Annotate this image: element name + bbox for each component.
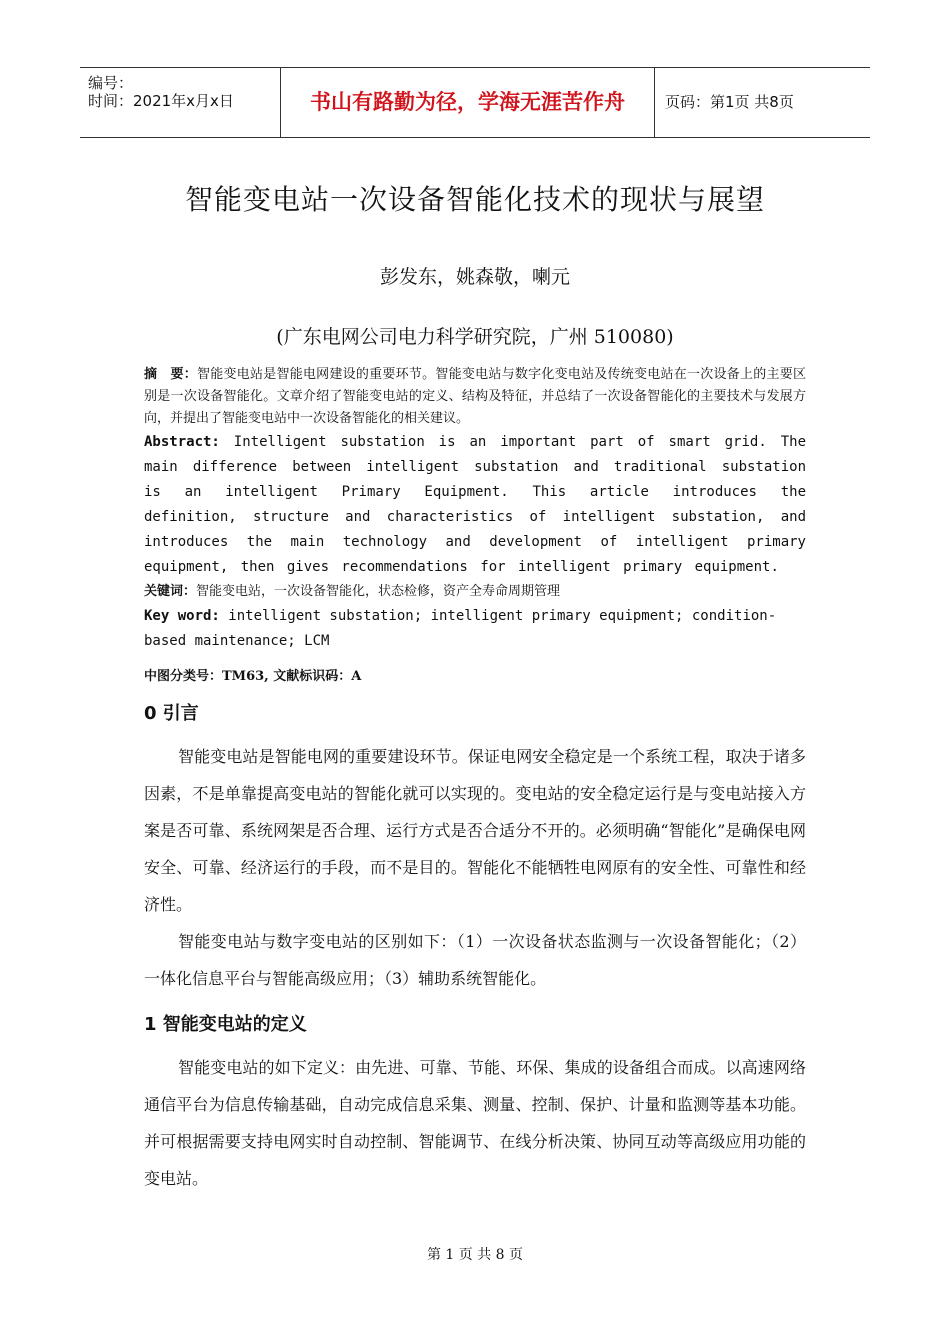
keywords-cn bbox=[144, 580, 806, 604]
header-number-label: 编号： bbox=[88, 74, 134, 92]
header-meta-cell bbox=[80, 68, 280, 137]
classification-line: 中图分类号：TM63, 文献标识码：A bbox=[144, 669, 362, 684]
header-page-info: 页码：第1页 共8页 bbox=[665, 93, 794, 111]
article-body bbox=[144, 364, 806, 1197]
header-time-label: 时间：2021年x月x日 bbox=[88, 92, 234, 110]
abstract-en-text: Intelligent substation is an important part of smart grid. The main difference between intelligent substation and traditional substation is an intelligent Primary Equipment. This article introduces the definition, structure and characteristics of intelligent substation, and introduces the main technology and development of intelligent primary equipment, then gives recommendations for intelligent primary equipment. bbox=[144, 434, 806, 575]
article-title: 智能变电站一次设备智能化技术的现状与展望 bbox=[184, 183, 765, 216]
keywords-en-text: intelligent substation; intelligent primary equipment; condition-based maintenance; LCM bbox=[144, 608, 777, 649]
keywords-en-label: Key word: bbox=[144, 608, 220, 624]
section-heading-intro: 0 引言 bbox=[144, 703, 199, 724]
header-table bbox=[80, 67, 870, 138]
header-motto: 书山有路勤为径，学海无涯苦作舟 bbox=[280, 68, 655, 137]
abstract-cn-label: 摘 要： bbox=[144, 367, 197, 382]
keywords-en bbox=[144, 604, 806, 654]
section-heading-definition: 1 智能变电站的定义 bbox=[144, 1014, 307, 1035]
abstract-en-label: Abstract: bbox=[144, 434, 220, 450]
abstract-cn-text: 智能变电站是智能电网建设的重要环节。智能变电站与数字化变电站及传统变电站在一次设备上的主要区别是一次设备智能化。文章介绍了智能变电站的定义、结构及特征，并总结了一次设备智能化的主要技术与发展方向，并提出了智能变电站中一次设备智能化的相关建议。 bbox=[144, 367, 806, 426]
article-affiliation: (广东电网公司电力科学研究院，广州 510080) bbox=[276, 326, 674, 348]
page-footer: 第 1 页 共 8 页 bbox=[426, 1247, 524, 1263]
definition-paragraph-1: 智能变电站的如下定义：由先进、可靠、节能、环保、集成的设备组合而成。以高速网络通信平台为信息传输基础，自动完成信息采集、测量、控制、保护、计量和监测等基本功能。并可根据需要支持电网实时自动控制、智能调节、在线分析决策、协同互动等高级应用功能的变电站。 bbox=[144, 1058, 806, 1188]
keywords-cn-text: 智能变电站，一次设备智能化，状态检修，资产全寿命周期管理 bbox=[196, 584, 561, 599]
intro-paragraph-1: 智能变电站是智能电网的重要建设环节。保证电网安全稳定是一个系统工程，取决于诸多因素，不是单靠提高变电站的智能化就可以实现的。变电站的安全稳定运行是与变电站接入方案是否可靠、系统网架是否合理、运行方式是否合适分不开的。必须明确“智能化”是确保电网安全、可靠、经济运行的手段，而不是目的。智能化不能牺牲电网原有的安全性、可靠性和经济性。 bbox=[144, 747, 806, 914]
intro-paragraph-2: 智能变电站与数字变电站的区别如下：（1）一次设备状态监测与一次设备智能化；（2）一体化信息平台与智能高级应用；（3）辅助系统智能化。 bbox=[144, 932, 806, 988]
keywords-cn-label: 关键词： bbox=[144, 584, 197, 599]
abstract-cn bbox=[144, 364, 806, 430]
article-authors: 彭发东，姚森敬，喇元 bbox=[379, 266, 570, 288]
abstract-en bbox=[144, 430, 806, 580]
